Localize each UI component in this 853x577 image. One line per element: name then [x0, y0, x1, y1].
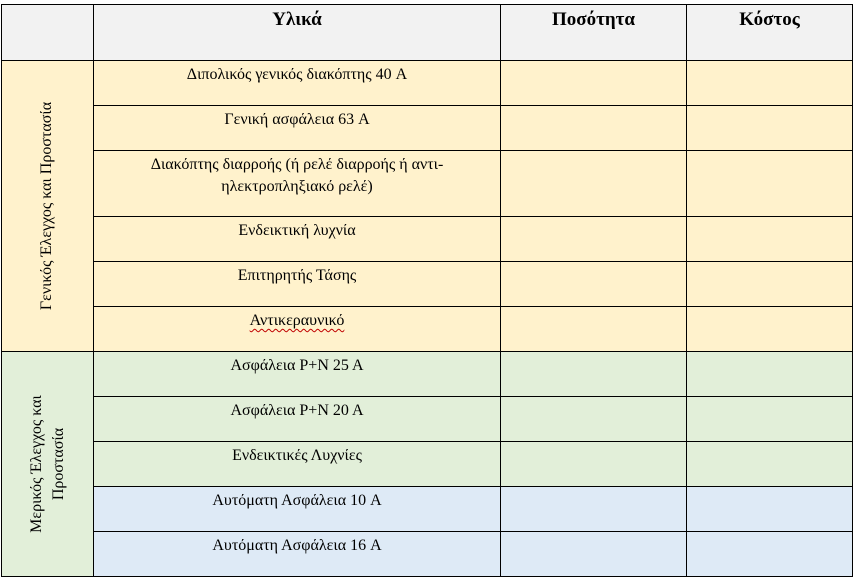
- table-row-material: Ενδεικτική λυχνία: [93, 216, 501, 262]
- table-row-material: Ασφάλεια P+N 20 A: [93, 396, 501, 442]
- quantity-cell[interactable]: [500, 486, 687, 532]
- table-row-material: Ασφάλεια P+N 25 A: [93, 351, 501, 397]
- quantity-cell[interactable]: [500, 306, 687, 352]
- quantity-cell[interactable]: [500, 105, 687, 151]
- cost-cell[interactable]: [686, 531, 853, 577]
- cost-cell[interactable]: [686, 306, 853, 352]
- material-line2: ηλεκτροπληξιακό ρελέ): [221, 178, 373, 195]
- quantity-cell[interactable]: [500, 531, 687, 577]
- cost-cell[interactable]: [686, 351, 853, 397]
- table-row-material: Γενική ασφάλεια 63 A: [93, 105, 501, 151]
- group-partial-label-line1: Μερικός Έλεγχος και: [27, 395, 45, 533]
- header-cost: Κόστος: [686, 4, 853, 61]
- group-partial-label: [26, 395, 70, 533]
- group-partial-label-line2: Προστασία: [49, 427, 67, 501]
- group-general-label: Γενικός Έλεγχος και Προστασία: [38, 101, 56, 311]
- table-row-material: [93, 150, 501, 217]
- group-partial-protection: [1, 351, 94, 577]
- quantity-cell[interactable]: [500, 441, 687, 487]
- table-row-material: Ενδεικτικές Λυχνίες: [93, 441, 501, 487]
- material-line1: Διακόπτης διαρροής (ή ρελέ διαρροής ή αντι-: [150, 156, 444, 173]
- quantity-cell[interactable]: [500, 351, 687, 397]
- cost-cell[interactable]: [686, 486, 853, 532]
- header-corner-cell: [1, 4, 94, 61]
- quantity-cell[interactable]: [500, 150, 687, 217]
- quantity-cell[interactable]: [500, 216, 687, 262]
- cost-cell[interactable]: [686, 105, 853, 151]
- table-row-material: Επιτηρητής Τάσης: [93, 261, 501, 307]
- table-row-material: Αυτόματη Ασφάλεια 16 A: [93, 531, 501, 577]
- table-row-material: Αυτόματη Ασφάλεια 10 A: [93, 486, 501, 532]
- quantity-cell[interactable]: [500, 396, 687, 442]
- cost-cell[interactable]: [686, 441, 853, 487]
- header-quantity: Ποσότητα: [500, 4, 687, 61]
- cost-cell[interactable]: [686, 150, 853, 217]
- quantity-cell[interactable]: [500, 261, 687, 307]
- quantity-cell[interactable]: [500, 60, 687, 106]
- cost-cell[interactable]: [686, 60, 853, 106]
- header-materials: Υλικά: [93, 4, 501, 61]
- cost-cell[interactable]: [686, 261, 853, 307]
- table-row-material: Διπολικός γενικός διακόπτης 40 A: [93, 60, 501, 106]
- table-row-material: [93, 306, 501, 352]
- group-general-protection: [1, 60, 94, 352]
- cost-cell[interactable]: [686, 216, 853, 262]
- cost-cell[interactable]: [686, 396, 853, 442]
- material-text-spellcheck: Αντικεραυνικό: [249, 312, 345, 329]
